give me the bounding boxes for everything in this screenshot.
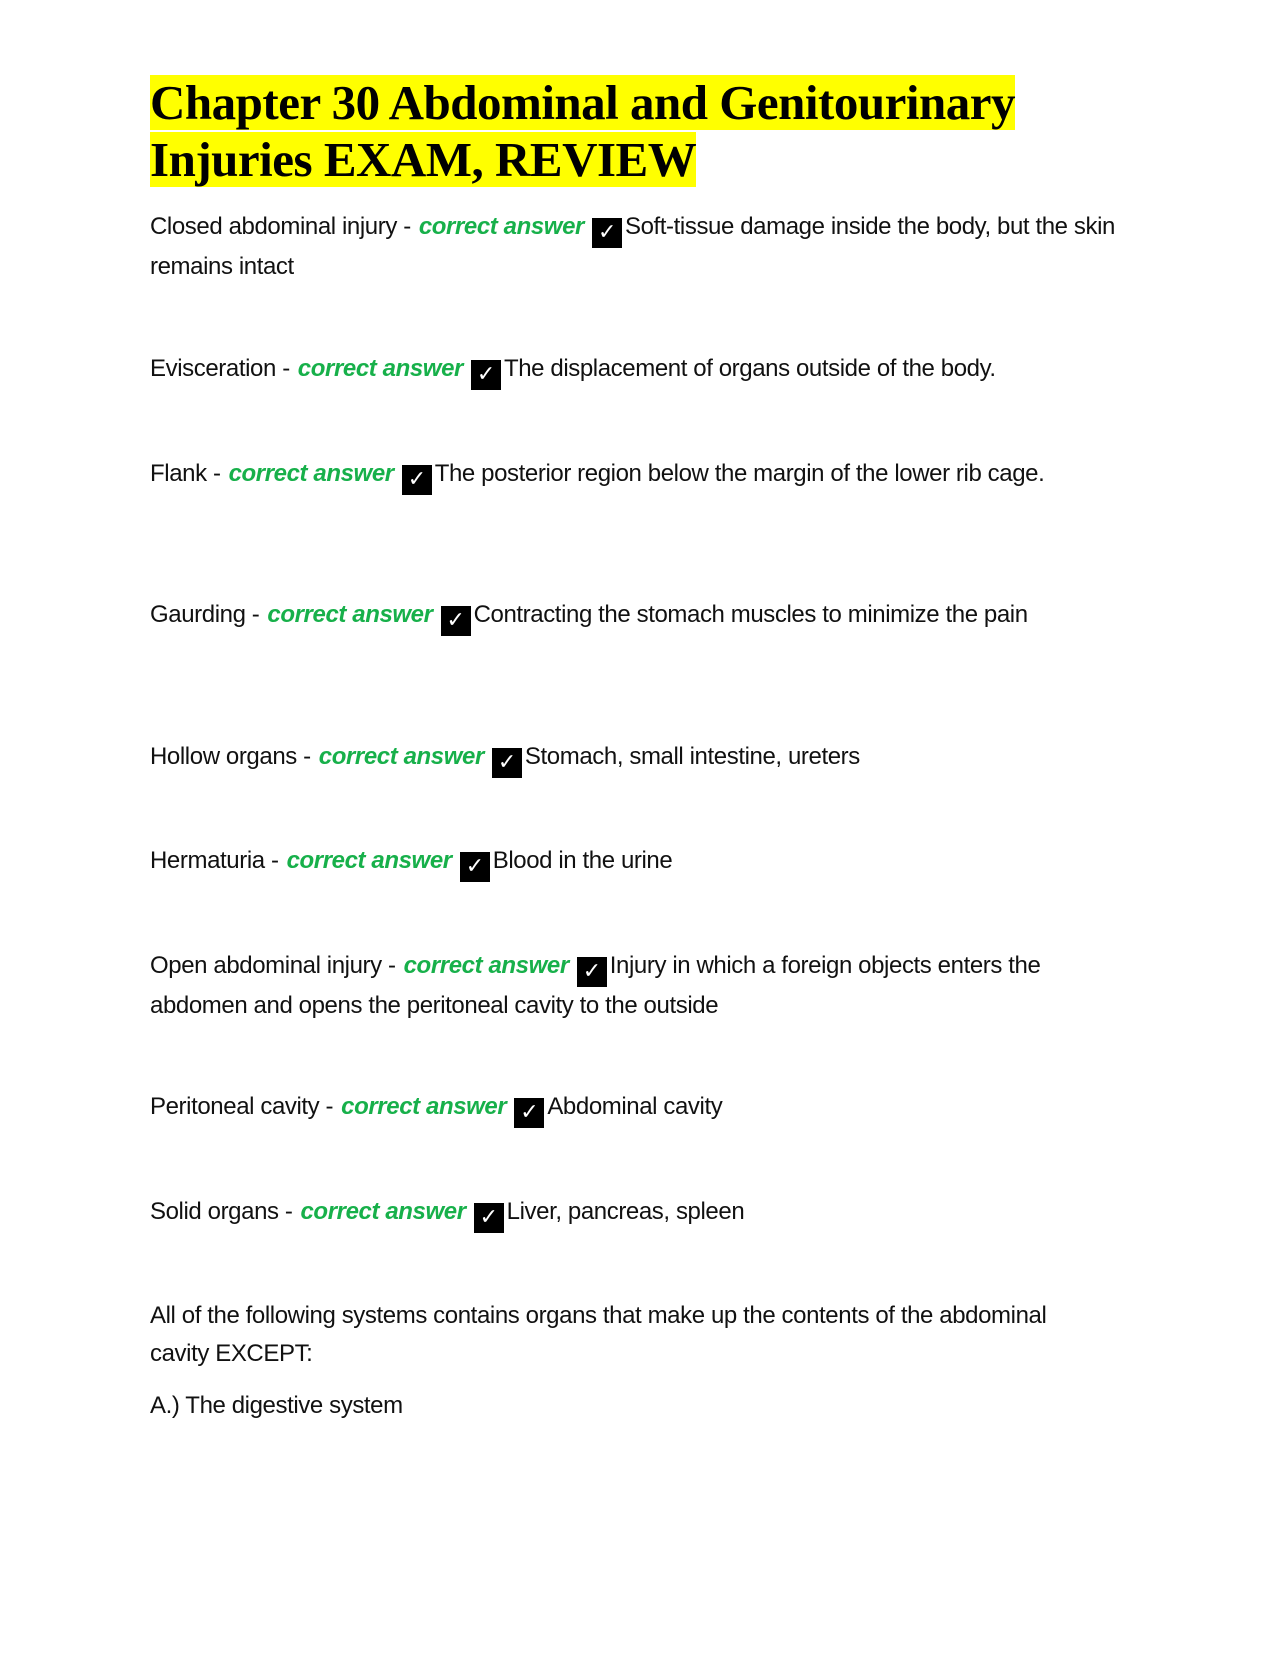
term: Gaurding - [150, 601, 260, 628]
correct-answer-label: correct answer [267, 601, 433, 628]
definition: Blood in the urine [492, 847, 673, 874]
definition: Liver, pancreas, spleen [506, 1198, 745, 1225]
flashcard-entry [150, 1193, 1130, 1233]
definition: Abdominal cavity [547, 1093, 723, 1120]
checkmark-icon: ✓ [441, 606, 471, 636]
term: Hermaturia - [150, 847, 279, 874]
flashcard-entry [150, 350, 1130, 390]
flashcard-entry [150, 738, 1130, 778]
checkmark-icon: ✓ [460, 852, 490, 882]
term: Hollow organs - [150, 743, 311, 770]
definition: Contracting the stomach muscles to minimize the pain [473, 601, 1028, 628]
question-option-a: A.) The digestive system [150, 1392, 403, 1419]
correct-answer-label: correct answer [418, 213, 584, 240]
flashcard-entry [150, 455, 1130, 495]
checkmark-icon: ✓ [514, 1098, 544, 1128]
title-line-2: Injuries EXAM, REVIEW [150, 132, 697, 187]
term: Closed abdominal injury - [150, 213, 411, 240]
document-title [150, 74, 1070, 188]
flashcard-entry [150, 842, 1130, 882]
term: Peritoneal cavity - [150, 1093, 334, 1120]
term: Evisceration - [150, 355, 290, 382]
definition: Injury in which a foreign objects enters the abdomen and opens the peritoneal cavity to the outside [150, 952, 1041, 1019]
checkmark-icon: ✓ [492, 748, 522, 778]
checkmark-icon: ✓ [471, 360, 501, 390]
title-line-1: Chapter 30 Abdominal and Genitourinary [150, 75, 1015, 130]
correct-answer-label: correct answer [341, 1093, 507, 1120]
definition: Soft-tissue damage inside the body, but the skin remains intact [150, 213, 1115, 280]
correct-answer-label: correct answer [300, 1198, 466, 1225]
flashcard-entry [150, 596, 1130, 636]
definition: The displacement of organs outside of the body. [503, 355, 996, 382]
correct-answer-label: correct answer [297, 355, 463, 382]
term: Flank - [150, 460, 221, 487]
checkmark-icon: ✓ [402, 465, 432, 495]
flashcard-entry [150, 208, 1130, 286]
flashcard-entry [150, 947, 1130, 1025]
term: Open abdominal injury - [150, 952, 396, 979]
flashcard-entry [150, 1088, 1130, 1128]
correct-answer-label: correct answer [318, 743, 484, 770]
checkmark-icon: ✓ [577, 957, 607, 987]
definition: Stomach, small intestine, ureters [524, 743, 860, 770]
definition: The posterior region below the margin of the lower rib cage. [434, 460, 1045, 487]
checkmark-icon: ✓ [474, 1203, 504, 1233]
term: Solid organs - [150, 1198, 293, 1225]
correct-answer-label: correct answer [403, 952, 569, 979]
question-text: All of the following systems contains organs that make up the contents of the abdominal cavity EXCEPT: [150, 1302, 1047, 1367]
correct-answer-label: correct answer [228, 460, 394, 487]
correct-answer-label: correct answer [286, 847, 452, 874]
checkmark-icon: ✓ [592, 218, 622, 248]
